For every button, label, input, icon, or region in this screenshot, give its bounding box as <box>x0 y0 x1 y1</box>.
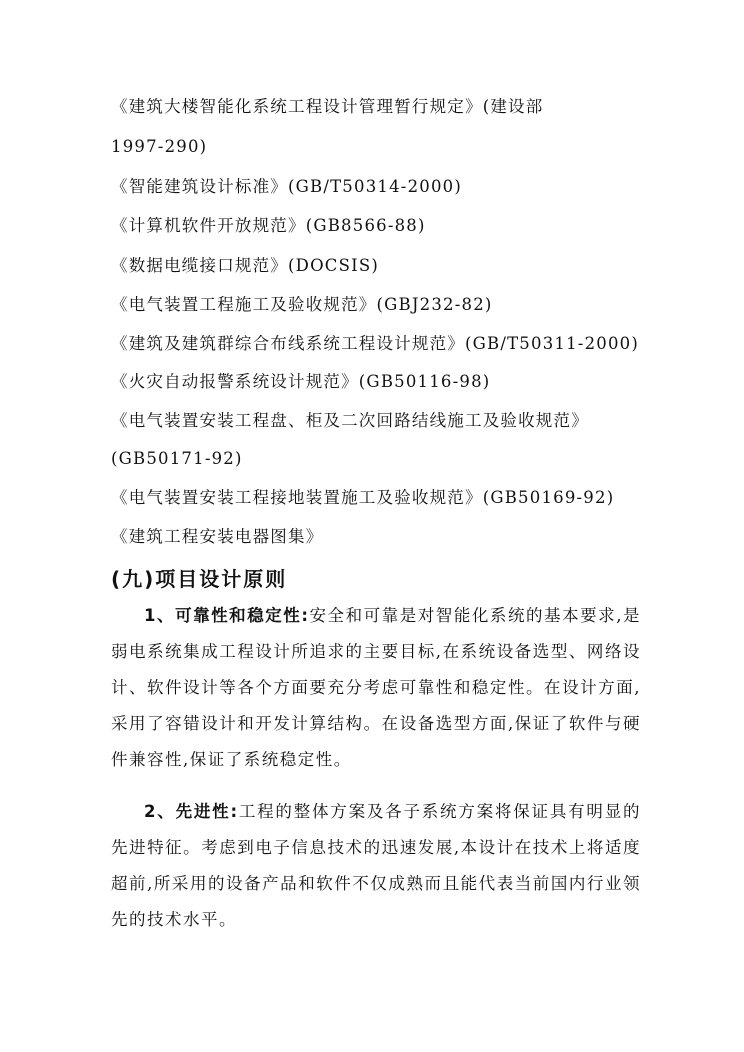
principle-text: 安全和可靠是对智能化系统的基本要求,是弱电系统集成工程设计所追求的主要目标,在系统设备选型、网络设计、软件设计等各个方面要充分考虑可靠性和稳定性。在设计方面,采用了容错设计和开发计算结构。在设备选型方面,保证了软件与硬件兼容性,保证了系统稳定性。 <box>111 606 641 769</box>
reference-item: 《建筑大楼智能化系统工程设计管理暂行规定》(建设部 <box>111 97 544 116</box>
reference-item: 《数据电缆接口规范》(DOCSIS) <box>111 256 379 275</box>
section-heading: (九)项目设计原则 <box>111 567 288 591</box>
reference-item: 《智能建筑设计标准》(GB/T50314-2000) <box>111 177 463 196</box>
reference-item: 《电气装置安装工程接地装置施工及验收规范》(GB50169-92) <box>111 488 615 507</box>
reference-item: 《计算机软件开放规范》(GB8566-88) <box>111 216 426 235</box>
principle-lead: 1、可靠性和稳定性: <box>144 606 310 625</box>
reference-item: 《电气装置安装工程盘、柜及二次回路结线施工及验收规范》 <box>111 411 589 430</box>
principle-advanced <box>111 794 641 938</box>
reference-item: 《建筑工程安装电器图集》 <box>111 527 324 546</box>
principle-reliability <box>111 598 641 778</box>
reference-item: 1997-290) <box>111 137 208 156</box>
reference-item: 《电气装置工程施工及验收规范》(GBJ232-82) <box>111 295 493 314</box>
reference-item: 《火灾自动报警系统设计规范》(GB50116-98) <box>111 372 491 391</box>
principle-text: 工程的整体方案及各子系统方案将保证具有明显的先进特征。考虑到电子信息技术的迅速发展,本设计在技术上将适度超前,所采用的设备产品和软件不仅成熟而且能代表当前国内行业领先的技术水平。 <box>111 802 641 929</box>
reference-item: (GB50171-92) <box>111 449 243 468</box>
reference-item: 《建筑及建筑群综合布线系统工程设计规范》(GB/T50311-2000) <box>111 334 640 353</box>
principle-lead: 2、先进性: <box>144 802 239 821</box>
